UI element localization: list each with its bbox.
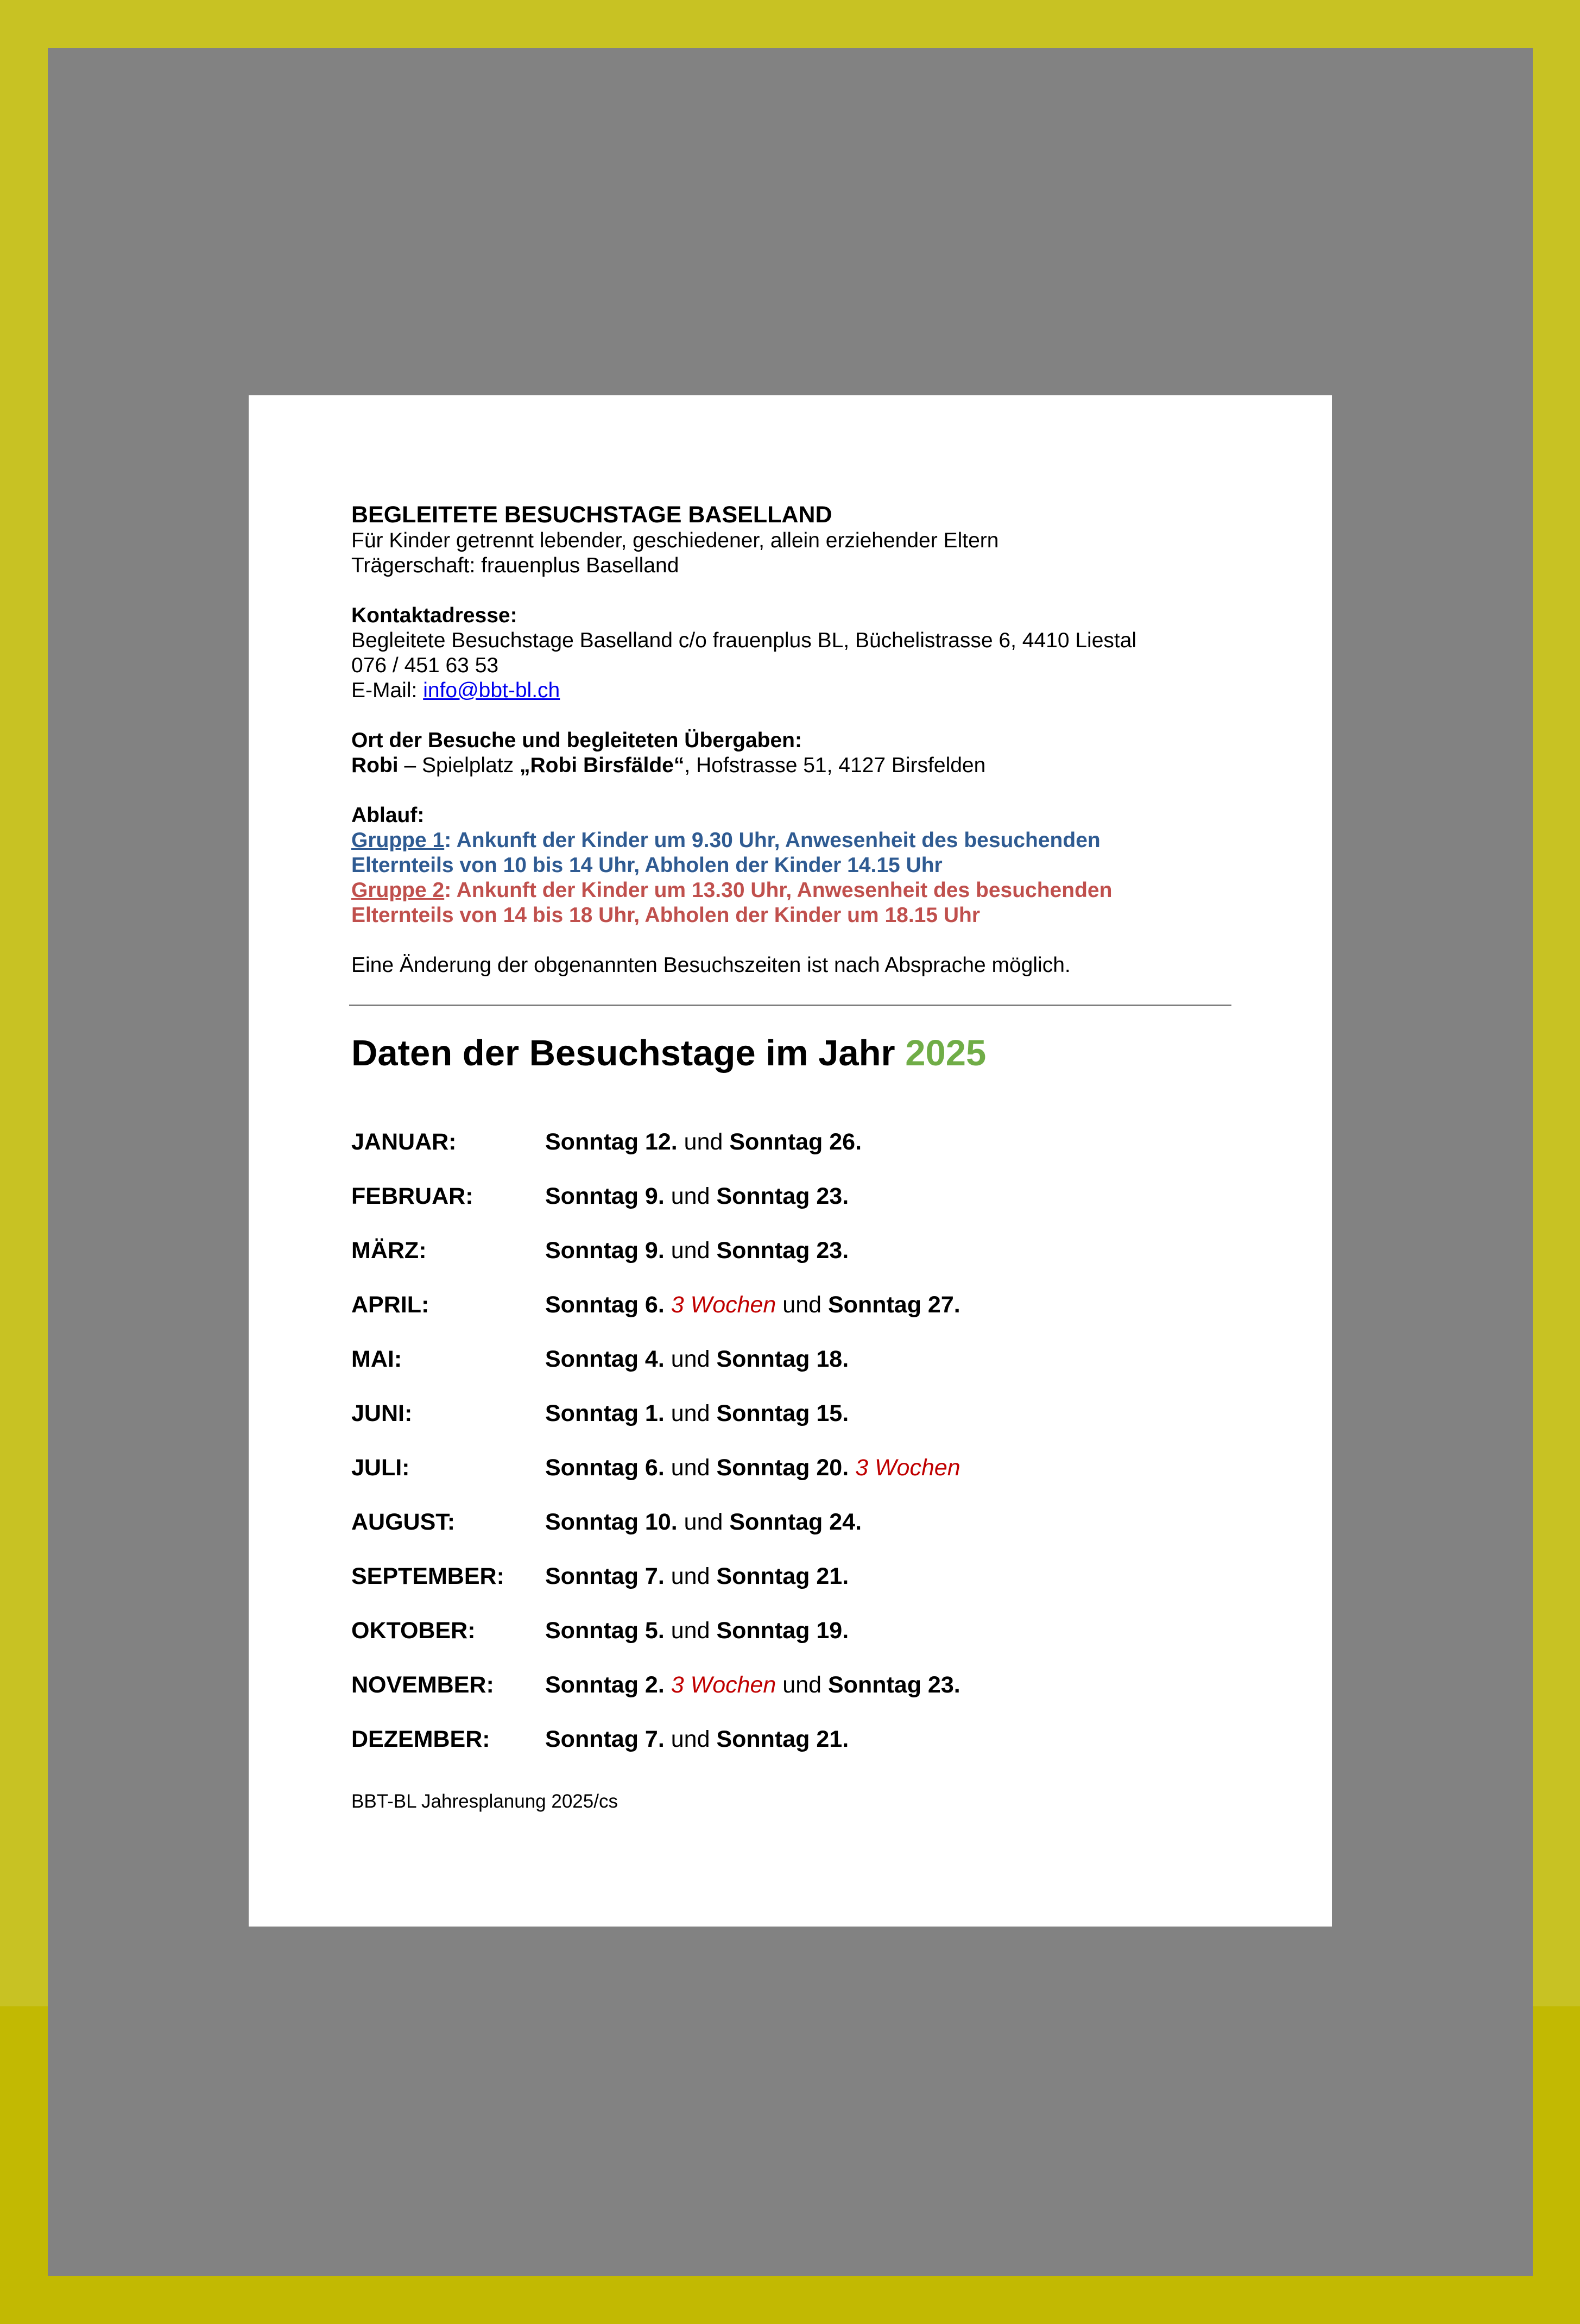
month-name: FEBRUAR: [351, 1183, 473, 1209]
date-connector: und [776, 1672, 828, 1698]
month-dates [545, 1671, 960, 1698]
second-date: Sonntag 21. [716, 1726, 849, 1752]
first-note: 3 Wochen [664, 1672, 776, 1698]
contact-phone: 076 / 451 63 53 [351, 654, 499, 677]
second-date: Sonntag 26. [729, 1129, 862, 1155]
second-date: Sonntag 20. [716, 1455, 849, 1481]
date-connector: und [664, 1183, 717, 1209]
first-date: Sonntag 6. [545, 1455, 665, 1481]
month-name: OKTOBER: [351, 1618, 476, 1644]
month-name: NOVEMBER: [351, 1672, 494, 1698]
month-name: JUNI: [351, 1400, 413, 1426]
month-name: AUGUST: [351, 1509, 456, 1535]
month-name: MAI: [351, 1346, 402, 1372]
second-date: Sonntag 27. [828, 1292, 960, 1318]
month-name: SEPTEMBER: [351, 1563, 504, 1589]
email-label: E-Mail: [351, 679, 424, 702]
month-dates [545, 1726, 849, 1753]
second-note: 3 Wochen [849, 1455, 960, 1481]
first-date: Sonntag 5. [545, 1618, 665, 1644]
month-dates [545, 1346, 849, 1373]
month-dates [545, 1400, 849, 1427]
month-row [351, 1291, 1231, 1346]
document-page [249, 395, 1332, 1927]
document-subtitle: Für Kinder getrennt lebender, geschiedener, allein erziehender Eltern [351, 529, 999, 552]
second-date: Sonntag 15. [716, 1400, 849, 1426]
location-address: , Hofstrasse 51, 4127 Birsfelden [684, 754, 986, 777]
date-connector: und [776, 1292, 828, 1318]
month-row [351, 1128, 1231, 1183]
month-name: DEZEMBER: [351, 1726, 490, 1752]
month-row [351, 1183, 1231, 1237]
schedule-note: Eine Änderung der obgenannten Besuchszeiten ist nach Absprache möglich. [351, 953, 1071, 977]
dates-heading-text: Daten der Besuchstage im Jahr [351, 1033, 906, 1073]
month-name: JANUAR: [351, 1129, 457, 1155]
contact-address: Begleitete Besuchstage Baselland c/o frauenplus BL, Büchelistrasse 6, 4410 Liestal [351, 629, 1137, 652]
first-date: Sonntag 9. [545, 1237, 665, 1264]
first-note: 3 Wochen [664, 1292, 776, 1318]
month-dates [545, 1291, 960, 1318]
month-row [351, 1617, 1231, 1671]
month-dates [545, 1128, 862, 1155]
group1-line-2: Elternteils von 10 bis 14 Uhr, Abholen der Kinder 14.15 Uhr [351, 854, 943, 877]
month-row [351, 1400, 1231, 1454]
month-dates [545, 1237, 849, 1264]
date-connector: und [664, 1455, 717, 1481]
second-date: Sonntag 19. [716, 1618, 849, 1644]
document-footer: BBT-BL Jahresplanung 2025/cs [351, 1791, 618, 1812]
date-connector: und [664, 1618, 717, 1644]
month-row [351, 1454, 1231, 1508]
second-date: Sonntag 24. [729, 1509, 862, 1535]
schedule-heading: Ablauf: [351, 804, 425, 827]
location-place: „Robi Birsfälde“ [519, 754, 685, 777]
contact-email-line [351, 678, 1231, 703]
group1-text-a: : Ankunft der Kinder um 9.30 Uhr, Anwesenheit des besuchenden [444, 829, 1101, 852]
group2-text-a: : Ankunft der Kinder um 13.30 Uhr, Anwesenheit des besuchenden [444, 879, 1113, 902]
month-dates [545, 1183, 849, 1210]
second-date: Sonntag 23. [828, 1672, 960, 1698]
group2-line-2: Elternteils von 14 bis 18 Uhr, Abholen der Kinder um 18.15 Uhr [351, 904, 981, 927]
month-row [351, 1508, 1231, 1563]
date-connector: und [664, 1346, 717, 1372]
month-row [351, 1563, 1231, 1617]
month-dates [545, 1617, 849, 1644]
first-date: Sonntag 10. [545, 1509, 678, 1535]
group1-line-1 [351, 828, 1231, 853]
first-date: Sonntag 7. [545, 1726, 665, 1752]
first-date: Sonntag 12. [545, 1129, 678, 1155]
month-dates [545, 1454, 960, 1481]
location-heading: Ort der Besuche und begleiteten Übergaben: [351, 729, 802, 752]
second-date: Sonntag 23. [716, 1237, 849, 1264]
dates-heading [351, 1032, 986, 1075]
date-connector: und [677, 1509, 730, 1535]
dates-year: 2025 [905, 1033, 987, 1073]
month-name: APRIL: [351, 1292, 429, 1318]
email-link[interactable]: info@bbt-bl.ch [423, 679, 560, 702]
date-connector: und [664, 1237, 717, 1264]
group1-label: Gruppe 1 [351, 829, 445, 852]
date-connector: und [664, 1400, 717, 1426]
document-content [351, 501, 1231, 978]
location-name: Robi [351, 754, 399, 777]
first-date: Sonntag 7. [545, 1563, 665, 1589]
location-line [351, 753, 1231, 778]
month-list [351, 1128, 1231, 1780]
location-dash: – Spielplatz [398, 754, 520, 777]
second-date: Sonntag 23. [716, 1183, 849, 1209]
month-row [351, 1726, 1231, 1780]
date-connector: und [664, 1563, 717, 1589]
second-date: Sonntag 21. [716, 1563, 849, 1589]
first-date: Sonntag 4. [545, 1346, 665, 1372]
month-row [351, 1346, 1231, 1400]
first-date: Sonntag 6. [545, 1292, 665, 1318]
month-dates [545, 1563, 849, 1590]
document-sponsor: Trägerschaft: frauenplus Baselland [351, 554, 679, 577]
document-title: BEGLEITETE BESUCHSTAGE BASELLAND [351, 502, 832, 528]
date-connector: und [664, 1726, 717, 1752]
month-name: JULI: [351, 1455, 410, 1481]
contact-heading: Kontaktadresse: [351, 604, 517, 627]
second-date: Sonntag 18. [716, 1346, 849, 1372]
month-dates [545, 1508, 862, 1536]
group2-label: Gruppe 2 [351, 879, 445, 902]
first-date: Sonntag 1. [545, 1400, 665, 1426]
month-row [351, 1237, 1231, 1291]
first-date: Sonntag 9. [545, 1183, 665, 1209]
date-connector: und [677, 1129, 730, 1155]
section-divider [349, 1005, 1231, 1006]
month-name: MÄRZ: [351, 1237, 427, 1264]
month-row [351, 1671, 1231, 1726]
group2-line-1 [351, 878, 1231, 903]
first-date: Sonntag 2. [545, 1672, 665, 1698]
